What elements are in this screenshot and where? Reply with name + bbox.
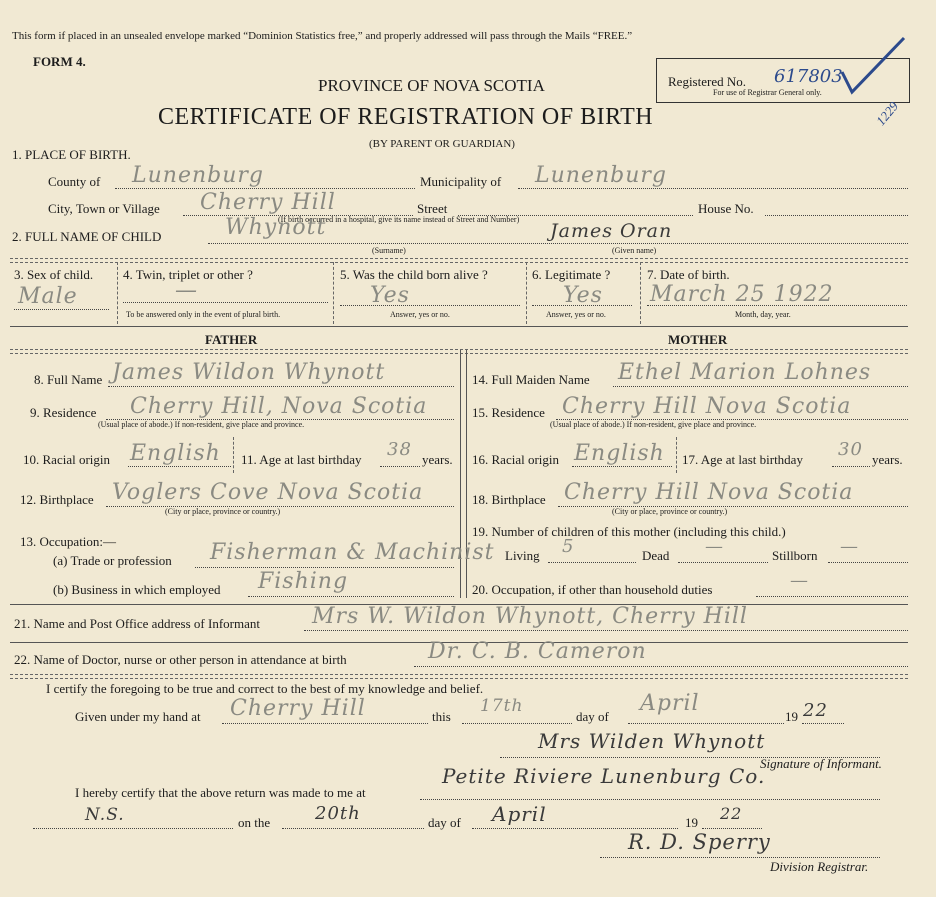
legit-note: Answer, yes or no. bbox=[546, 310, 606, 319]
return-day-of-label: day of bbox=[428, 815, 461, 830]
given-label: Given under my hand at bbox=[75, 709, 201, 724]
registrar-signature: R. D. Sperry bbox=[628, 830, 771, 854]
father-years: years. bbox=[422, 452, 453, 467]
mother-racial-value: English bbox=[574, 441, 665, 466]
county-value: Lunenburg bbox=[132, 163, 264, 188]
mother-res-value: Cherry Hill Nova Scotia bbox=[562, 394, 852, 419]
trade-value: Fisherman & Machinist bbox=[210, 540, 495, 565]
registrar-use-note: For use of Registrar General only. bbox=[713, 88, 822, 97]
mother-birthplace-value: Cherry Hill Nova Scotia bbox=[564, 480, 854, 505]
this-label: this bbox=[432, 709, 451, 724]
informant-value: Mrs W. Wildon Whynott, Cherry Hill bbox=[312, 604, 748, 629]
father-res-value: Cherry Hill, Nova Scotia bbox=[130, 394, 428, 419]
mother-birthplace-label: 18. Birthplace bbox=[472, 492, 546, 507]
city-label: City, Town or Village bbox=[48, 201, 160, 216]
registrar-caption: Division Registrar. bbox=[770, 859, 869, 874]
father-racial-label: 10. Racial origin bbox=[23, 452, 111, 467]
twin-note: To be answered only in the event of plural birth. bbox=[126, 310, 281, 319]
twin-value: — bbox=[175, 278, 198, 303]
living-label: Living bbox=[505, 548, 540, 563]
mother-res-note: (Usual place of abode.) If non-resident, give place and province. bbox=[550, 420, 757, 429]
father-age-value: 38 bbox=[387, 439, 412, 460]
living-value: 5 bbox=[562, 536, 575, 557]
form-number: FORM 4. bbox=[33, 54, 86, 69]
mother-racial-label: 16. Racial origin bbox=[472, 452, 560, 467]
province-heading: PROVINCE OF NOVA SCOTIA bbox=[318, 76, 545, 95]
legit-label: 6. Legitimate ? bbox=[532, 267, 611, 282]
mother-bp-note: (City or place, province or country.) bbox=[612, 507, 728, 516]
margin-notation: 1229 bbox=[872, 98, 902, 129]
on-the-label: on the bbox=[238, 815, 271, 830]
city-value: Cherry Hill bbox=[200, 190, 336, 215]
mother-occupation-value: — bbox=[790, 570, 809, 591]
sex-value: Male bbox=[18, 284, 78, 309]
dead-label: Dead bbox=[642, 548, 670, 563]
father-age-label: 11. Age at last birthday bbox=[241, 452, 362, 467]
place-heading: 1. PLACE OF BIRTH. bbox=[12, 147, 131, 162]
informant-signature: Mrs Wilden Whynott bbox=[538, 729, 766, 753]
return-prefix-value: N.S. bbox=[85, 805, 125, 825]
return-year-value: 22 bbox=[720, 804, 743, 823]
legit-value: Yes bbox=[563, 283, 603, 308]
child-name-label: 2. FULL NAME OF CHILD bbox=[12, 229, 162, 244]
mother-res-label: 15. Residence bbox=[472, 405, 545, 420]
mother-name-value: Ethel Marion Lohnes bbox=[618, 360, 872, 385]
given-caption: (Given name) bbox=[612, 246, 657, 255]
page-subtitle: (BY PARENT OR GUARDIAN) bbox=[369, 138, 515, 150]
stillborn-label: Stillborn bbox=[772, 548, 818, 563]
dead-value: — bbox=[705, 536, 724, 557]
county-label: County of bbox=[48, 174, 101, 189]
father-name-value: James Wildon Whynott bbox=[112, 360, 386, 385]
children-label: 19. Number of children of this mother (including this child.) bbox=[472, 524, 786, 539]
hospital-note: (If birth occurred in a hospital, give its name instead of Street and Number) bbox=[278, 215, 520, 224]
date-value: March 25 1922 bbox=[650, 282, 834, 307]
surname-caption: (Surname) bbox=[372, 246, 406, 255]
mother-heading: MOTHER bbox=[668, 332, 728, 347]
given-year-value: 22 bbox=[803, 700, 828, 721]
mother-occupation-label: 20. Occupation, if other than household duties bbox=[472, 582, 713, 597]
father-bp-note: (City or place, province or country.) bbox=[165, 507, 281, 516]
child-given-value: James Oran bbox=[550, 220, 673, 242]
signature-caption: Signature of Informant. bbox=[760, 756, 882, 771]
twin-label: 4. Twin, triplet or other ? bbox=[123, 267, 253, 282]
registered-number: 617803 bbox=[774, 66, 843, 87]
doctor-value: Dr. C. B. Cameron bbox=[428, 639, 647, 664]
postal-notice: This form if placed in an unsealed envelope marked “Dominion Statistics free,” and properly addressed will pass through the Mails “FREE.” bbox=[12, 30, 633, 42]
father-name-label: 8. Full Name bbox=[34, 372, 103, 387]
child-surname-value: Whynott bbox=[225, 215, 327, 240]
given-year-prefix: 19 bbox=[785, 709, 798, 724]
return-place-value: Petite Riviere Lunenburg Co. bbox=[442, 764, 766, 788]
return-day-value: 20th bbox=[315, 803, 361, 824]
alive-label: 5. Was the child born alive ? bbox=[340, 267, 488, 282]
house-label: House No. bbox=[698, 201, 754, 216]
date-note: Month, day, year. bbox=[735, 310, 791, 319]
trade-label: (a) Trade or profession bbox=[53, 553, 172, 568]
informant-label: 21. Name and Post Office address of Informant bbox=[14, 616, 260, 631]
doctor-label: 22. Name of Doctor, nurse or other person in attendance at birth bbox=[14, 652, 347, 667]
registered-label: Registered No. bbox=[668, 74, 746, 89]
municipality-label: Municipality of bbox=[420, 174, 502, 189]
street-label: Street bbox=[417, 201, 448, 216]
alive-value: Yes bbox=[370, 283, 410, 308]
father-birthplace-label: 12. Birthplace bbox=[20, 492, 94, 507]
mother-years: years. bbox=[872, 452, 903, 467]
return-month-value: April bbox=[492, 802, 547, 826]
given-place-value: Cherry Hill bbox=[230, 696, 366, 721]
mother-age-label: 17. Age at last birthday bbox=[682, 452, 803, 467]
cert-statement: I certify the foregoing to be true and correct to the best of my knowledge and belief. bbox=[46, 681, 484, 696]
return-label: I hereby certify that the above return was made to me at bbox=[75, 785, 366, 800]
municipality-value: Lunenburg bbox=[535, 163, 667, 188]
given-month-value: April bbox=[640, 691, 700, 716]
stillborn-value: — bbox=[840, 536, 859, 557]
occupation-label: 13. Occupation:— bbox=[20, 534, 117, 549]
sex-label: 3. Sex of child. bbox=[14, 267, 94, 282]
page-title: CERTIFICATE OF REGISTRATION OF BIRTH bbox=[158, 104, 654, 130]
day-of-label: day of bbox=[576, 709, 609, 724]
father-birthplace-value: Voglers Cove Nova Scotia bbox=[112, 480, 424, 505]
date-label: 7. Date of birth. bbox=[647, 267, 730, 282]
father-racial-value: English bbox=[130, 441, 221, 466]
father-heading: FATHER bbox=[205, 332, 258, 347]
father-res-note: (Usual place of abode.) If non-resident, give place and province. bbox=[98, 420, 305, 429]
check-mark-icon bbox=[838, 34, 908, 100]
business-label: (b) Business in which employed bbox=[53, 582, 221, 597]
father-res-label: 9. Residence bbox=[30, 405, 97, 420]
business-value: Fishing bbox=[258, 569, 349, 594]
alive-note: Answer, yes or no. bbox=[390, 310, 450, 319]
given-day-value: 17th bbox=[480, 696, 524, 716]
return-year-prefix: 19 bbox=[685, 815, 698, 830]
mother-name-label: 14. Full Maiden Name bbox=[472, 372, 590, 387]
mother-age-value: 30 bbox=[838, 439, 863, 460]
